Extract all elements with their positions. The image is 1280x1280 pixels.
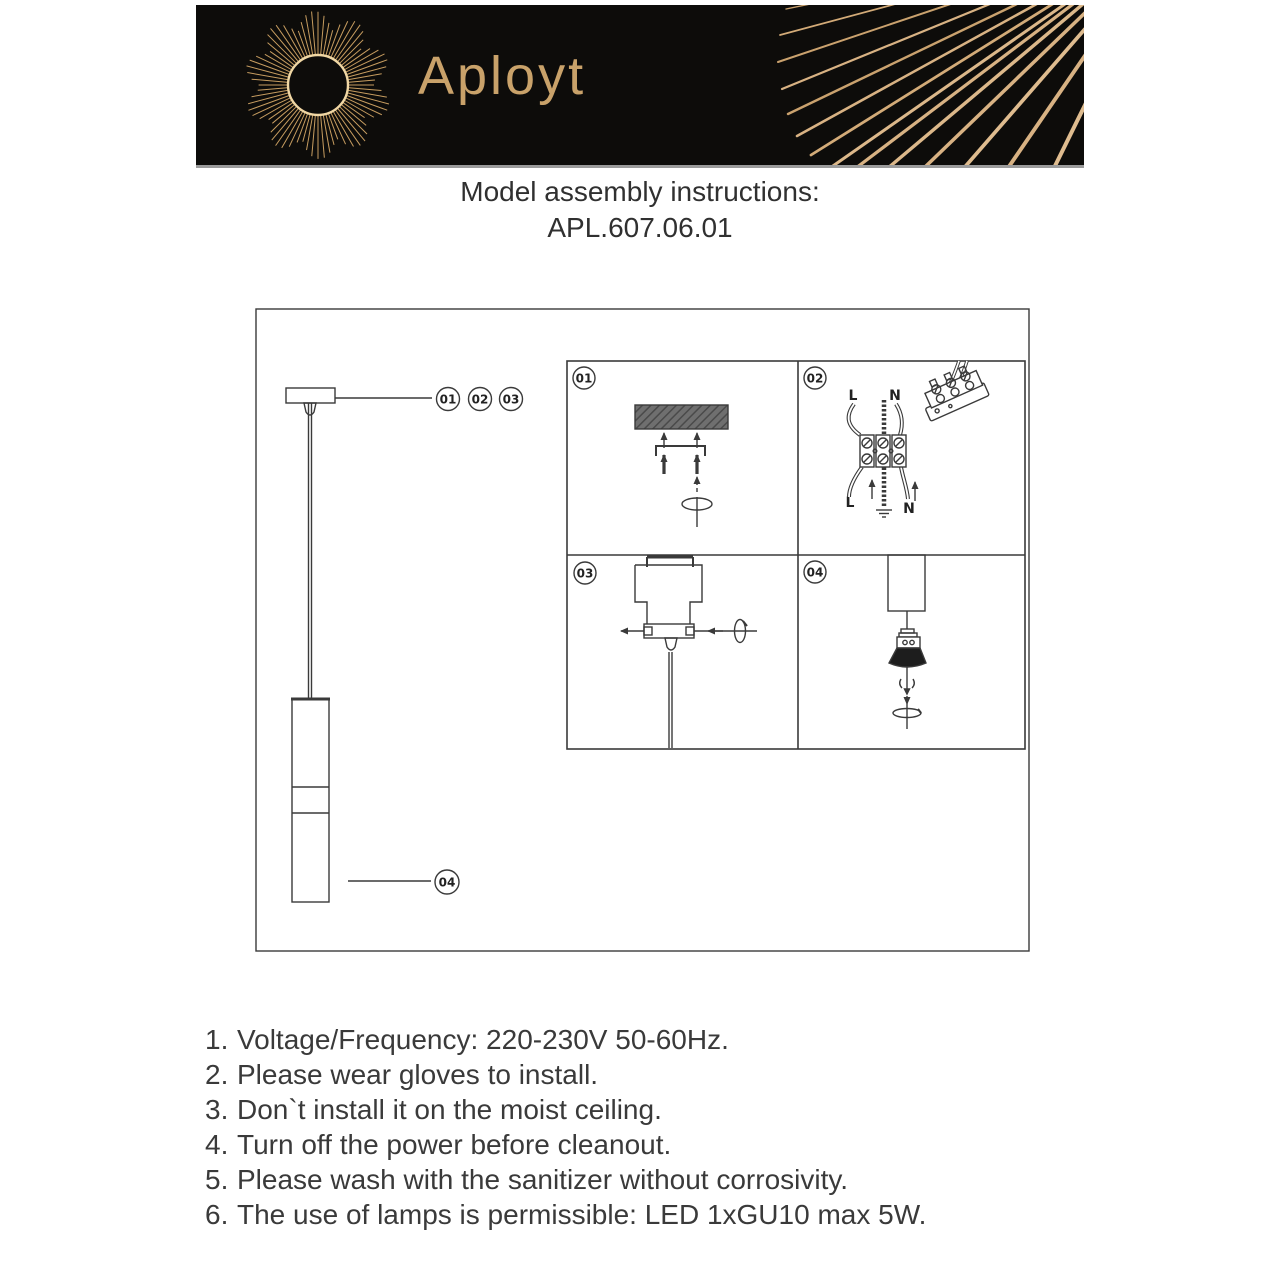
wiring-diagram [846,361,990,517]
model-number: APL.607.06.01 [547,212,733,243]
list-item [205,1022,926,1057]
canopy-drawing [621,557,757,748]
overview-callouts [435,388,523,895]
earth-symbol-icon [876,510,892,517]
callout-02: 02 [471,392,489,407]
item-text: Don`t install it on the moist ceiling. [237,1094,662,1125]
list-item [205,1162,926,1197]
callout-04: 04 [438,875,456,890]
panel-03 [574,557,757,748]
callout-01: 01 [439,392,457,407]
pendant-lamp-drawing [286,388,432,902]
item-number: 3. [205,1094,229,1125]
wire-label-N-top: N [889,388,901,404]
screwdriver-icon [682,497,712,527]
lamp-holder-icon [900,679,915,694]
brand-name: Aployt [418,46,587,106]
item-number: 2. [205,1059,229,1090]
panel-01-label: 01 [575,371,593,386]
sunburst-rays-icon [196,5,1084,168]
item-number: 4. [205,1129,229,1160]
list-item [205,1057,926,1092]
list-item [205,1092,926,1127]
panel-02-label: 02 [806,371,824,386]
list-item [205,1197,926,1232]
item-text: Please wear gloves to install. [237,1059,599,1090]
item-number: 5. [205,1164,229,1195]
ceiling-plate-drawing [635,405,728,527]
panel-01 [573,367,728,527]
panel-04-label: 04 [806,565,824,580]
wire-label-N-bottom: N [903,501,915,517]
item-number: 6. [205,1199,229,1230]
list-item [205,1127,926,1162]
terminal-block-icon [916,361,990,421]
panel-03-label: 03 [576,566,594,581]
terminal-block-front [860,435,906,467]
panel-04 [804,555,926,729]
wire-label-L-top: L [848,388,858,404]
item-text: Please wash with the sanitizer without corrosivity. [237,1164,849,1195]
panel-02 [804,361,989,517]
brand-banner [196,5,1084,168]
gu10-bulb-icon [889,629,926,667]
item-text: Voltage/Frequency: 220-230V 50-60Hz. [237,1024,729,1055]
callout-03: 03 [502,392,520,407]
screwdriver-icon [893,704,921,729]
item-number: 1. [205,1024,229,1055]
assembly-diagram [255,308,1030,952]
page-title: Model assembly instructions: [460,176,820,207]
instructions-list [205,1022,926,1232]
gu10-bulb-drawing [888,555,926,729]
wire-label-L-bottom: L [845,495,855,511]
item-text: The use of lamps is permissible: LED 1xGU10 max 5W. [237,1199,927,1230]
heading-block [0,174,1280,246]
item-text: Turn off the power before cleanout. [237,1129,672,1160]
